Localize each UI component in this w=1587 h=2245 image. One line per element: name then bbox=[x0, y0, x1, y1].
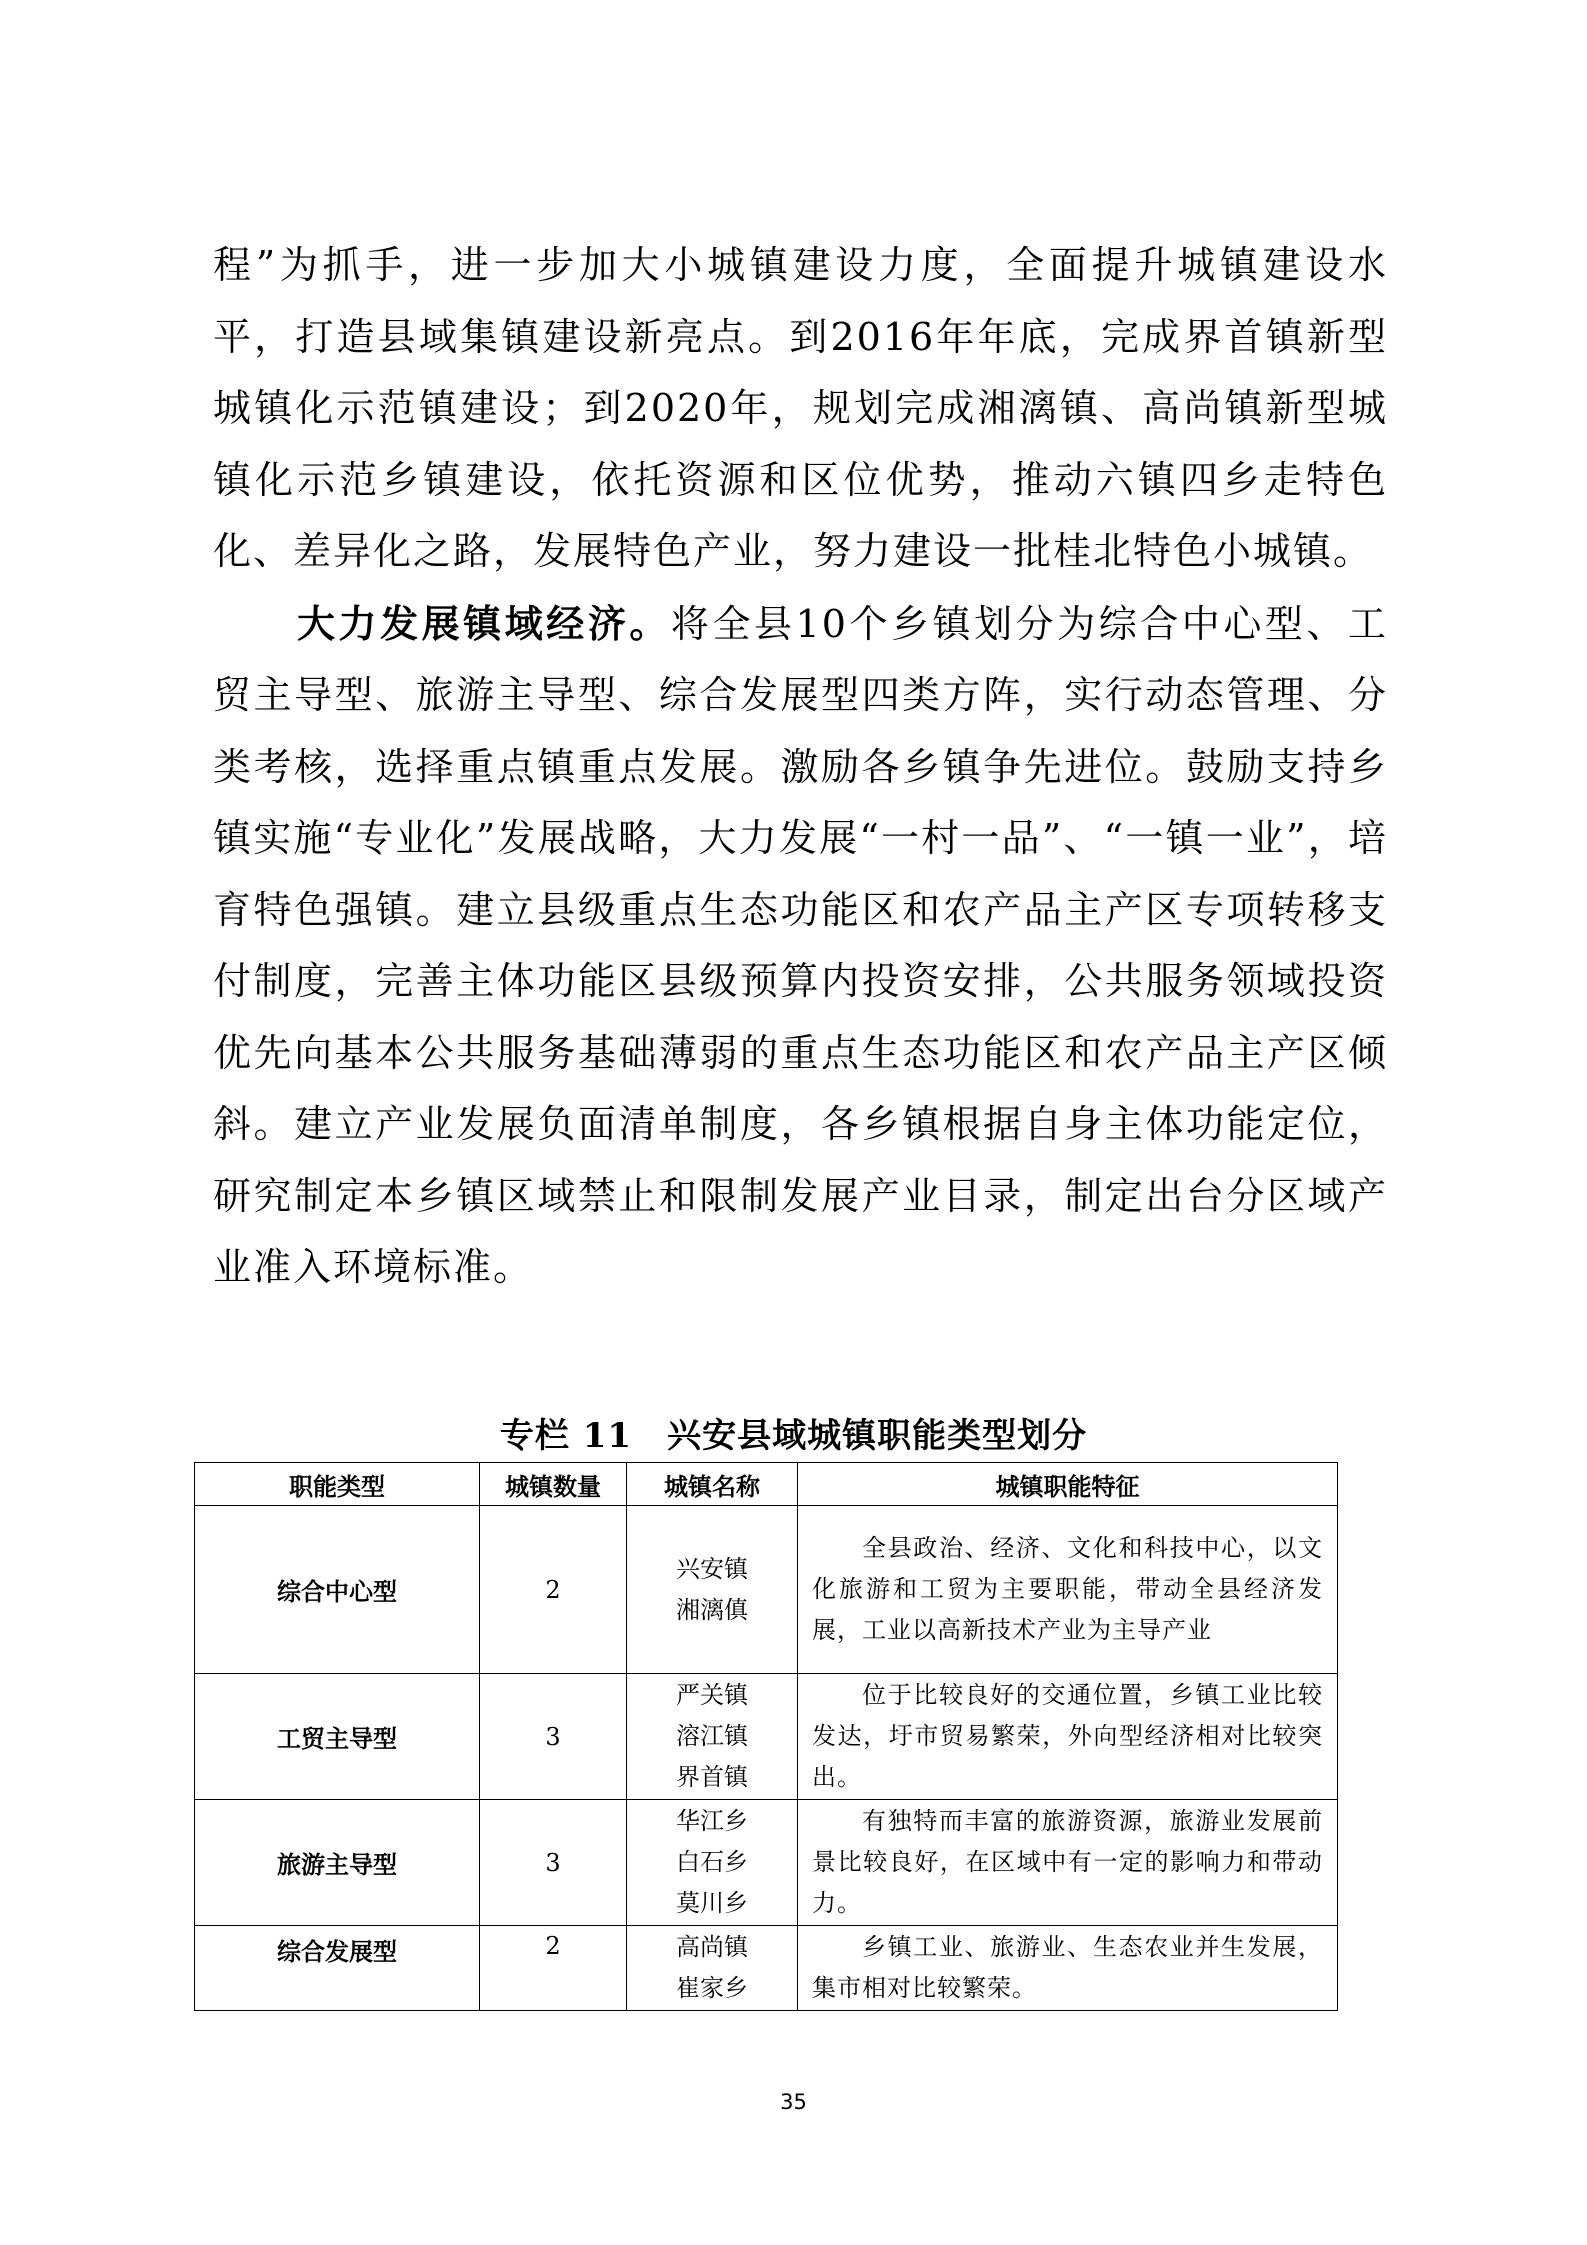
cell-town-count: 3 bbox=[480, 1674, 627, 1800]
feature-text: 乡镇工业、旅游业、生态农业并生发展，集市相对比较繁荣。 bbox=[812, 1933, 1323, 2002]
town-names-text: 兴安镇 湘漓傎 bbox=[676, 1554, 748, 1624]
cell-town-names bbox=[627, 1800, 798, 1926]
cell-town-names bbox=[627, 1926, 798, 2011]
cell-function-features bbox=[798, 1506, 1338, 1674]
cell-function-type: 旅游主导型 bbox=[195, 1800, 480, 1926]
table-caption: 专栏 11 兴安县域城镇职能类型划分 bbox=[499, 1416, 1088, 1456]
paragraph-town-construction bbox=[213, 230, 1388, 588]
header-function-features: 城镇职能特征 bbox=[798, 1463, 1338, 1506]
cell-function-features bbox=[798, 1800, 1338, 1926]
cell-function-type: 工贸主导型 bbox=[195, 1674, 480, 1800]
town-names-text: 华江乡 白石乡 莫川乡 bbox=[676, 1807, 748, 1917]
paragraph-text: 将全县10个乡镇划分为综合中心型、工贸主导型、旅游主导型、综合发展型四类方阵，实行动态管理、分类考核，选择重点镇重点发展。激励各乡镇争先进位。鼓励支持乡镇实施“专业化”发展战略，大力发展“一村一品”、“一镇一业”，培育特色强镇。建立县级重点生态功能区和农产品主产区专项转移支付制度，完善主体功能区县级预算内投资安排，公共服务领域投资优先向基本公共服务基础薄弱的重点生态功能区和农产品主产区倾斜。建立产业发展负面清单制度，各乡镇根据自身主体功能定位，研究制定本乡镇区域禁止和限制发展产业目录，制定出台分区域产业准入环境标准。 bbox=[213, 601, 1388, 1289]
cell-town-count: 3 bbox=[480, 1800, 627, 1926]
table-row bbox=[195, 1506, 1338, 1674]
table-row bbox=[195, 1926, 1338, 2011]
paragraph-town-economy bbox=[213, 588, 1388, 1304]
cell-town-names bbox=[627, 1674, 798, 1800]
table-header-row bbox=[195, 1463, 1338, 1506]
cell-town-count: 2 bbox=[480, 1926, 627, 2011]
cell-function-features bbox=[798, 1926, 1338, 2011]
town-function-table bbox=[194, 1462, 1338, 2011]
table-row bbox=[195, 1674, 1338, 1800]
cell-town-count: 2 bbox=[480, 1506, 627, 1674]
page-number: 35 bbox=[780, 2090, 807, 2114]
cell-town-names bbox=[627, 1506, 798, 1674]
town-names-text: 严关镇 溶江镇 界首镇 bbox=[676, 1681, 748, 1791]
paragraph-lead-heading: 大力发展镇域经济。 bbox=[297, 600, 671, 646]
cell-function-features bbox=[798, 1674, 1338, 1800]
header-town-count: 城镇数量 bbox=[480, 1463, 627, 1506]
feature-text: 位于比较良好的交通位置，乡镇工业比较发达，圩市贸易繁荣，外向型经济相对比较突出。 bbox=[812, 1681, 1323, 1791]
feature-text: 有独特而丰富的旅游资源，旅游业发展前景比较良好，在区域中有一定的影响力和带动力。 bbox=[812, 1807, 1323, 1917]
header-town-names: 城镇名称 bbox=[627, 1463, 798, 1506]
town-names-text: 高尚镇 崔家乡 bbox=[676, 1933, 748, 2002]
table-row bbox=[195, 1800, 1338, 1926]
cell-function-type: 综合发展型 bbox=[195, 1926, 480, 2011]
cell-function-type: 综合中心型 bbox=[195, 1506, 480, 1674]
header-function-type: 职能类型 bbox=[195, 1463, 480, 1506]
feature-text: 全县政治、经济、文化和科技中心，以文化旅游和工贸为主要职能，带动全县经济发展，工业以高新技术产业为主导产业 bbox=[812, 1534, 1323, 1644]
body-text bbox=[213, 230, 1388, 1304]
paragraph-text: 程”为抓手，进一步加大小城镇建设力度，全面提升城镇建设水平，打造县域集镇建设新亮点。到2016年年底，完成界首镇新型城镇化示范镇建设；到2020年，规划完成湘漓镇、高尚镇新型城镇化示范乡镇建设，依托资源和区位优势，推动六镇四乡走特色化、差异化之路，发展特色产业，努力建设一批桂北特色小城镇。 bbox=[213, 243, 1388, 573]
